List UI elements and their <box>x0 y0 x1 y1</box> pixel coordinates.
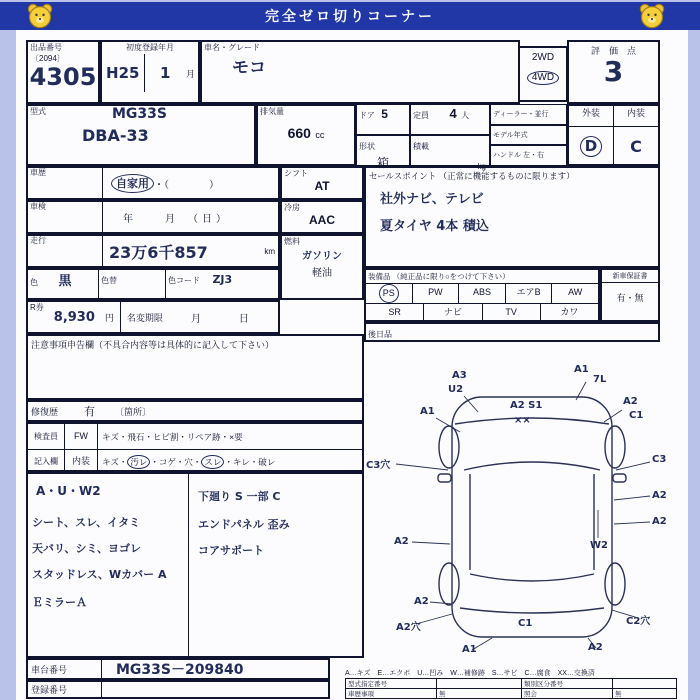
handle-label: ハンドル 左・右 <box>493 152 544 159</box>
capacity-unit: 人 <box>461 111 470 120</box>
equipment-item-sr: SR <box>388 307 401 317</box>
sales-point-cell <box>364 166 660 268</box>
equipment-item-abs: ABS <box>458 284 505 303</box>
grade-cell <box>567 104 660 166</box>
warranty-value: 有・無 <box>616 293 644 303</box>
doors-value: 5 <box>381 107 388 121</box>
load-label: 積載 <box>413 142 429 151</box>
displacement-unit: cc <box>315 130 325 141</box>
color-value: 黒 <box>58 274 72 289</box>
shaken-value: 年 月 （日） <box>123 213 230 225</box>
repair-history-value: 有 <box>84 406 96 418</box>
lot-cell <box>26 40 100 104</box>
repair-history-suffix: 〔箇所〕 <box>115 406 152 417</box>
inspector-interior-items: キズ・ 汚レ ・コゲ・穴・ スレ ・キレ・破レ <box>102 456 276 467</box>
note-line: スタッドレス、Wカバー A <box>32 568 167 581</box>
rticket-unit: 円 <box>104 312 114 323</box>
fuel-option-diesel: 軽油 <box>312 268 332 280</box>
first-registration-era: H25 <box>106 64 140 83</box>
color-change-label: 色替 <box>101 276 117 285</box>
score-value: 3 <box>603 55 624 88</box>
model-cell <box>26 104 256 166</box>
registration-number-cell <box>26 680 330 699</box>
inspector-fw-items: キズ・飛石・ヒビ割・リペア跡・×要 <box>102 431 243 442</box>
divider <box>120 302 121 332</box>
damage-label: A2 S1 <box>510 400 543 411</box>
history-value-circled: 自家用 <box>111 174 154 193</box>
model-value: MG33S <box>112 106 167 122</box>
note-line: コアサポート <box>198 544 264 557</box>
damage-label: A2 <box>588 642 603 653</box>
displacement-label: 排気量 <box>260 107 284 116</box>
damage-label: 7L <box>593 374 607 385</box>
ac-label: 冷房 <box>284 203 300 212</box>
note-line: ＥミラーＡ <box>32 596 87 609</box>
rticket-value: 8,930 <box>53 309 95 325</box>
first-registration-label: 初度登録年月 <box>126 43 174 52</box>
model-code: DBA-33 <box>82 126 149 145</box>
car-name-label: 車名・グレード <box>204 43 260 52</box>
damage-label: U2 <box>448 384 464 395</box>
equipment-item-aw: AW <box>551 284 598 303</box>
damage-label: C1 <box>518 618 533 629</box>
capacity-label: 定員 <box>413 111 429 120</box>
header-bar <box>0 2 700 30</box>
later-items-cell <box>364 322 660 342</box>
shaken-label: 車検 <box>28 201 103 233</box>
mileage-unit: km <box>264 246 275 256</box>
registration-number-label: 登録番号 <box>28 682 102 697</box>
damage-label: C3 <box>652 454 667 465</box>
dealer-label: ディーラー・並行 <box>493 111 549 118</box>
displacement-value: 660 <box>287 125 311 142</box>
first-registration-month: 1 <box>160 64 171 83</box>
doors-label: ドア <box>359 111 375 120</box>
circled-scuff: スレ <box>201 455 224 469</box>
dealer-cell <box>490 104 567 125</box>
circled-stain: 汚レ <box>127 455 150 469</box>
sales-point-line1: 社外ナビ、テレビ <box>380 192 484 207</box>
note-line: シート、スレ、イタミ <box>32 516 141 529</box>
mileage-label: 走行 <box>28 235 103 267</box>
warranty-label: 新車保証書 <box>602 270 658 283</box>
shift-label: シフト <box>284 169 308 178</box>
damage-label: A1 <box>574 364 589 375</box>
inspector-col-label: 検査員 <box>28 424 65 449</box>
damage-label: A2 <box>652 516 667 527</box>
mileage-value: 23万6千857 <box>109 242 208 262</box>
lot-number: 4305 <box>29 63 97 92</box>
damage-label: C3穴 <box>366 460 391 471</box>
shape-cell <box>356 135 410 170</box>
mini-cell <box>437 679 522 689</box>
doors-cell <box>356 104 410 135</box>
color-cell <box>26 268 280 300</box>
note-line: 天バリ、シミ、ヨゴレ <box>32 542 142 555</box>
history-paren: ・（ ） <box>154 179 219 191</box>
fuel-option-gasoline: ガソリン <box>302 251 342 263</box>
rticket-label: R券 <box>30 303 44 312</box>
inspector-cell <box>26 422 364 472</box>
equipment-item-tv: TV <box>482 304 540 323</box>
chassis-number-label: 車台番号 <box>28 660 102 678</box>
mini-cell: 車歴事項 <box>346 689 437 699</box>
load-cell <box>410 135 490 171</box>
note-line: エンドパネル 歪み <box>198 518 290 531</box>
color-code-label: 色コード <box>168 276 200 285</box>
color-label: 色 <box>30 278 38 287</box>
damage-label: W2 <box>590 540 608 551</box>
damage-label: A2 <box>394 536 409 547</box>
capacity-cell <box>410 104 490 135</box>
mini-cell <box>613 679 677 689</box>
handwritten-notes-cell <box>26 472 364 658</box>
score-label: 評 価 点 <box>590 46 636 56</box>
damage-label: A2 <box>414 596 429 607</box>
mini-cell: 型式指定番号 <box>346 679 437 689</box>
load-unit: kg <box>477 162 486 171</box>
lot-label: 出品番号 <box>30 43 62 52</box>
equipment-item-pw: PW <box>412 284 459 303</box>
exterior-grade-value: D <box>580 136 602 157</box>
page-title: 完全ゼロ切りコーナー <box>265 8 435 24</box>
model-label: 型式 <box>30 107 46 116</box>
equipment-item-ps: PS <box>366 284 412 303</box>
chassis-number-value: MG33S－209840 <box>116 662 244 678</box>
sales-point-label: セールスポイント <box>369 171 437 181</box>
equipment-item-navi: ナビ <box>423 304 481 323</box>
mini-cell: 無 <box>437 689 522 699</box>
mini-cell: 類別区分番号 <box>522 679 613 689</box>
damage-label: A2穴 <box>396 622 421 633</box>
reference-mini-table <box>345 678 677 699</box>
exterior-grade-label: 外装 <box>569 106 614 126</box>
equipment-label: 装備品 <box>368 272 391 281</box>
inspector-entry-label: 記入欄 <box>28 450 65 473</box>
later-items-label: 後日品 <box>368 330 392 339</box>
shaken-cell <box>26 200 280 234</box>
damage-diagram <box>352 352 690 660</box>
damage-label: C1 <box>629 410 644 421</box>
chassis-number-cell <box>26 658 330 680</box>
damage-legend: A…キズ E…エクボ U…凹み W…補修跡 S…サビ C…腐食 XX…交換済 <box>345 670 595 677</box>
damage-label: ×× <box>514 415 531 426</box>
lot-bracket: 〔2094〕 <box>31 54 65 64</box>
car-name-value: モコ <box>232 58 266 79</box>
mini-cell: 無 <box>613 689 677 699</box>
model-year-label: モデル年式 <box>493 132 528 139</box>
inspector-fw-label: FW <box>65 424 98 449</box>
damage-label: A2 <box>623 396 638 407</box>
sales-point-note: （正常に機能するものに限ります） <box>438 171 575 181</box>
first-registration-cell <box>100 40 200 104</box>
history-cell <box>26 166 280 200</box>
first-registration-month-unit: 月 <box>186 68 196 79</box>
damage-label: A1 <box>462 644 477 655</box>
capacity-value: 4 <box>449 106 457 121</box>
warranty-cell <box>600 268 660 322</box>
note-line: A・U・W2 <box>36 484 101 498</box>
interior-grade-label: 内装 <box>626 108 645 118</box>
drive-4wd-circled: 4WD <box>527 71 559 85</box>
notice-label: 注意事項申告欄（不具合内容等は具体的に記入して下さい） <box>31 340 275 350</box>
rename-value: 月 日 <box>190 313 255 325</box>
rename-label: 名変期限 <box>126 312 163 323</box>
fuel-label: 燃料 <box>284 237 300 246</box>
shape-label: 形状 <box>359 142 375 151</box>
repair-history-cell <box>26 400 364 422</box>
rticket-rename-cell <box>26 300 280 334</box>
equipment-item-leather: カワ <box>540 304 598 323</box>
ac-cell <box>280 200 364 234</box>
inspector-interior-label: 内装 <box>65 450 98 473</box>
drive-2wd: 2WD <box>531 52 555 63</box>
interior-grade-value: C <box>630 136 642 156</box>
sales-point-line2: 夏タイヤ 4本 積込 <box>380 219 489 234</box>
damage-label: A2 <box>652 490 667 501</box>
mini-cell: 照会 <box>522 689 613 699</box>
notice-cell <box>26 334 364 400</box>
shape-value: 箱 <box>376 156 389 170</box>
score-cell <box>567 40 660 104</box>
note-line: 下廻り S 一部 C <box>198 490 281 503</box>
mileage-cell <box>26 234 280 268</box>
damage-label: A1 <box>420 406 435 417</box>
damage-label: C2穴 <box>626 616 651 627</box>
handle-cell <box>490 145 567 166</box>
equipment-cell <box>364 268 600 322</box>
color-code-value: ZJ3 <box>212 273 233 286</box>
shift-cell <box>280 166 364 200</box>
drive-type-box <box>518 46 568 102</box>
teddy-bear-icon <box>26 2 54 30</box>
equipment-item-airbag: エアB <box>505 284 552 303</box>
car-body-outline <box>452 397 612 637</box>
car-name-cell <box>200 40 520 104</box>
notes-divider <box>188 474 189 656</box>
model-year-cell <box>490 125 567 145</box>
shift-value: AT <box>314 179 330 194</box>
damage-label: A3 <box>452 370 467 381</box>
fuel-cell <box>280 234 364 300</box>
repair-history-label: 修復歴 <box>31 406 59 417</box>
displacement-cell <box>256 104 356 166</box>
teddy-bear-icon <box>638 2 666 30</box>
history-label: 車歴 <box>28 167 103 199</box>
equipment-note: （純正品に限り○をつけて下さい） <box>392 272 510 281</box>
ac-value: AAC <box>309 213 335 228</box>
